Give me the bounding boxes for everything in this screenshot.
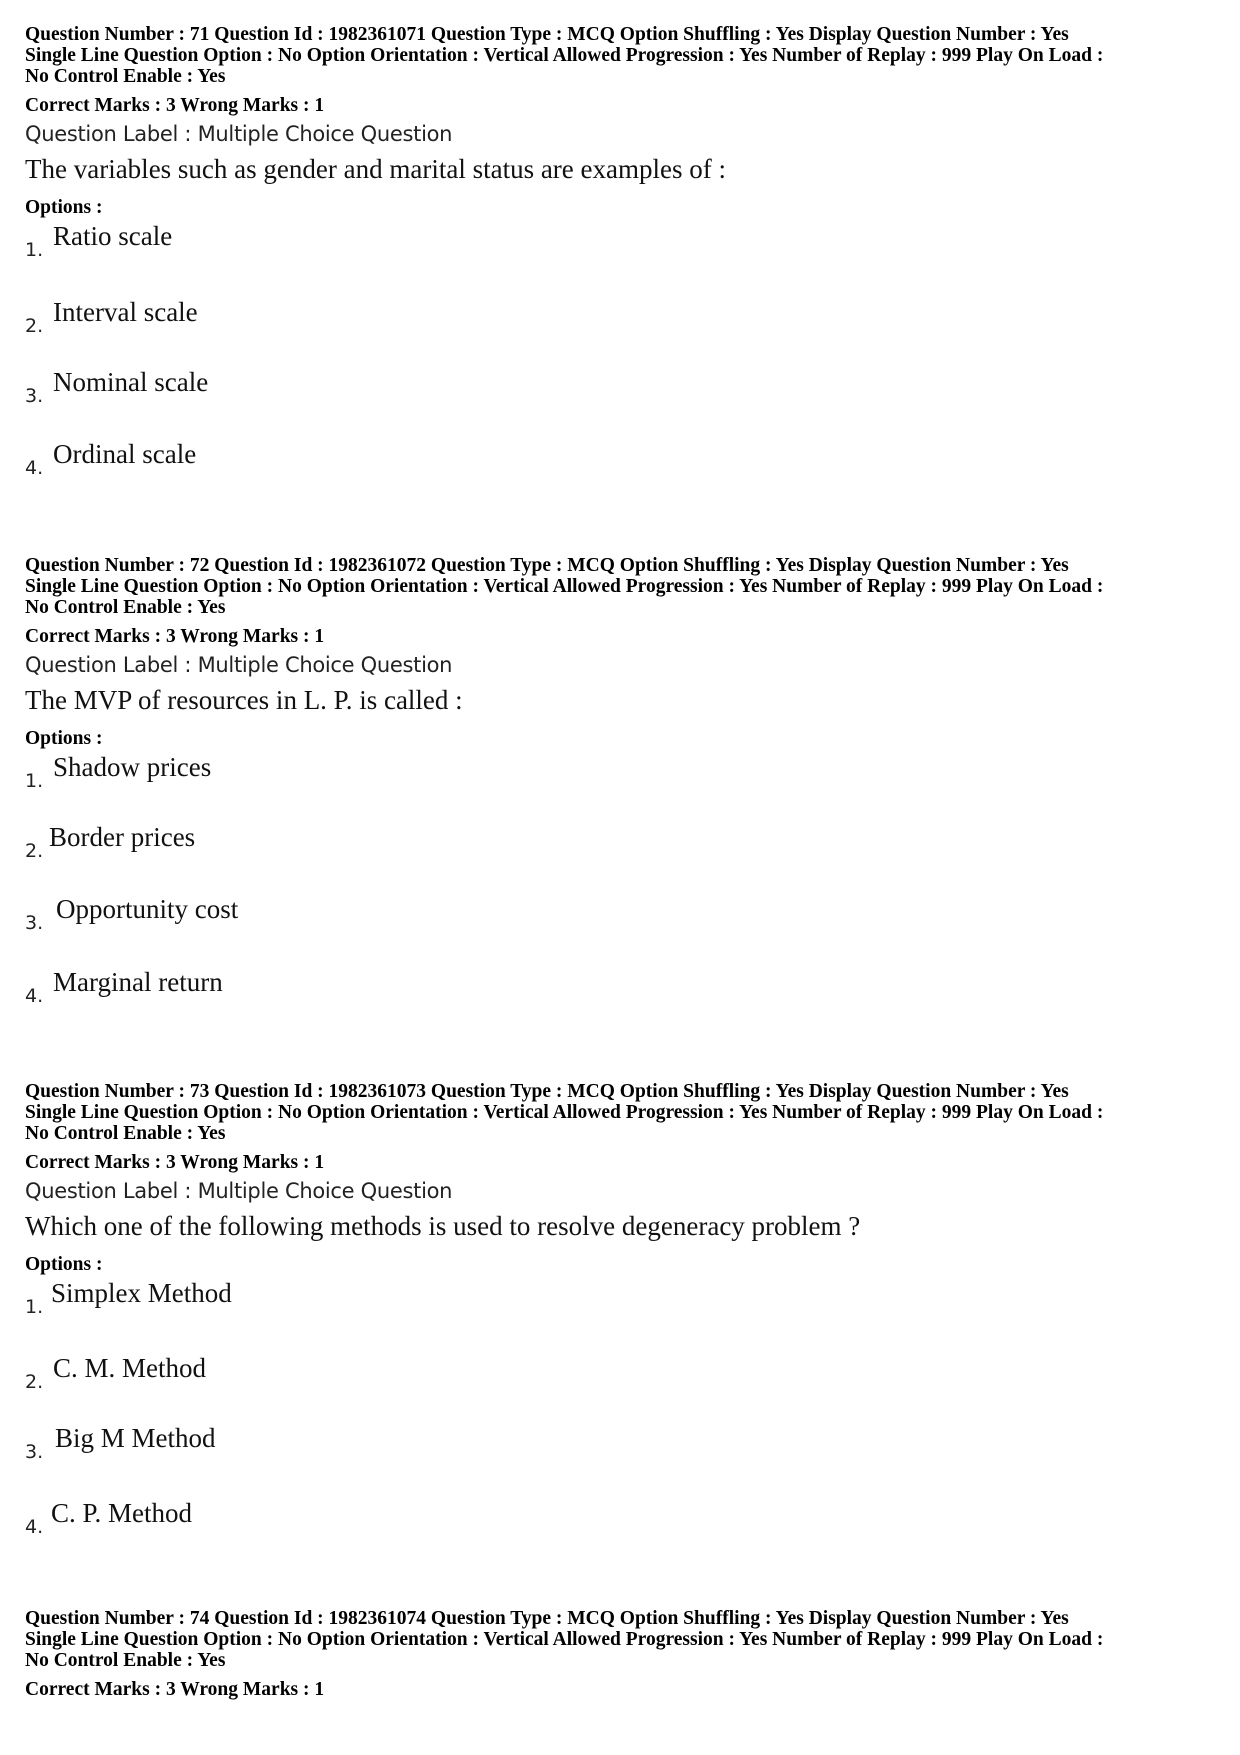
- option-number: 2.: [25, 315, 44, 337]
- question-meta-line: No Control Enable : Yes: [25, 1650, 226, 1671]
- option-text: Border prices: [49, 822, 196, 852]
- options-heading: Options :: [25, 197, 103, 218]
- question-meta-line: Question Number : 74 Question Id : 1982361074 Question Type : MCQ Option Shuffling : Yes Display Question Number : Yes: [25, 1608, 1069, 1629]
- question-meta-line: Single Line Question Option : No Option Orientation : Vertical Allowed Progression : Yes Number of Replay : 999 Play On Load :: [25, 576, 1104, 597]
- question-block-71: [25, 24, 1215, 479]
- option-number: 4.: [25, 457, 44, 479]
- option-text: Nominal scale: [53, 367, 209, 397]
- option-number: 2.: [25, 840, 44, 862]
- question-meta-line: No Control Enable : Yes: [25, 66, 226, 87]
- option-text: C. P. Method: [51, 1498, 193, 1528]
- options-heading: Options :: [25, 728, 103, 749]
- option-number: 1.: [25, 239, 44, 261]
- option-text: Ratio scale: [53, 221, 173, 251]
- option-number: 1.: [25, 1296, 44, 1318]
- question-block-72: [25, 555, 1215, 1010]
- question-label: Question Label : Multiple Choice Question: [25, 1179, 453, 1203]
- option-number: 3.: [25, 1441, 44, 1463]
- option-number: 4.: [25, 1516, 44, 1538]
- question-text: The MVP of resources in L. P. is called :: [25, 685, 463, 715]
- option-text: Big M Method: [55, 1423, 216, 1453]
- option-number: 2.: [25, 1371, 44, 1393]
- question-marks: Correct Marks : 3 Wrong Marks : 1: [25, 95, 325, 116]
- question-meta-line: No Control Enable : Yes: [25, 1123, 226, 1144]
- question-marks: Correct Marks : 3 Wrong Marks : 1: [25, 1679, 325, 1700]
- question-meta-line: Question Number : 72 Question Id : 1982361072 Question Type : MCQ Option Shuffling : Yes Display Question Number : Yes: [25, 555, 1069, 576]
- question-meta-line: Question Number : 73 Question Id : 1982361073 Question Type : MCQ Option Shuffling : Yes Display Question Number : Yes: [25, 1081, 1069, 1102]
- option-number: 1.: [25, 770, 44, 792]
- options-list: [25, 219, 1215, 479]
- question-meta-line: Question Number : 71 Question Id : 1982361071 Question Type : MCQ Option Shuffling : Yes Display Question Number : Yes: [25, 24, 1069, 45]
- option-text: Opportunity cost: [56, 894, 239, 924]
- question-text: Which one of the following methods is used to resolve degeneracy problem ?: [25, 1211, 861, 1241]
- option-text: Marginal return: [53, 967, 223, 997]
- question-meta-line: Single Line Question Option : No Option Orientation : Vertical Allowed Progression : Yes Number of Replay : 999 Play On Load :: [25, 1102, 1104, 1123]
- question-meta-line: Single Line Question Option : No Option Orientation : Vertical Allowed Progression : Yes Number of Replay : 999 Play On Load :: [25, 1629, 1104, 1650]
- option-number: 3.: [25, 912, 44, 934]
- question-marks: Correct Marks : 3 Wrong Marks : 1: [25, 1152, 325, 1173]
- option-text: C. M. Method: [53, 1353, 207, 1383]
- question-text: The variables such as gender and marital status are examples of :: [25, 154, 726, 184]
- options-list: [25, 750, 1215, 1010]
- question-marks: Correct Marks : 3 Wrong Marks : 1: [25, 626, 325, 647]
- question-meta-line: No Control Enable : Yes: [25, 597, 226, 618]
- option-number: 3.: [25, 385, 44, 407]
- option-text: Simplex Method: [51, 1278, 232, 1308]
- option-text: Shadow prices: [53, 752, 212, 782]
- question-block-74: [25, 1608, 1215, 1701]
- question-meta-line: Single Line Question Option : No Option Orientation : Vertical Allowed Progression : Yes Number of Replay : 999 Play On Load :: [25, 45, 1104, 66]
- option-text: Interval scale: [53, 297, 198, 327]
- question-label: Question Label : Multiple Choice Question: [25, 653, 453, 677]
- options-list: [25, 1276, 1215, 1536]
- option-text: Ordinal scale: [53, 439, 197, 469]
- options-heading: Options :: [25, 1254, 103, 1275]
- question-block-73: [25, 1081, 1215, 1536]
- question-label: Question Label : Multiple Choice Question: [25, 122, 453, 146]
- option-number: 4.: [25, 985, 44, 1007]
